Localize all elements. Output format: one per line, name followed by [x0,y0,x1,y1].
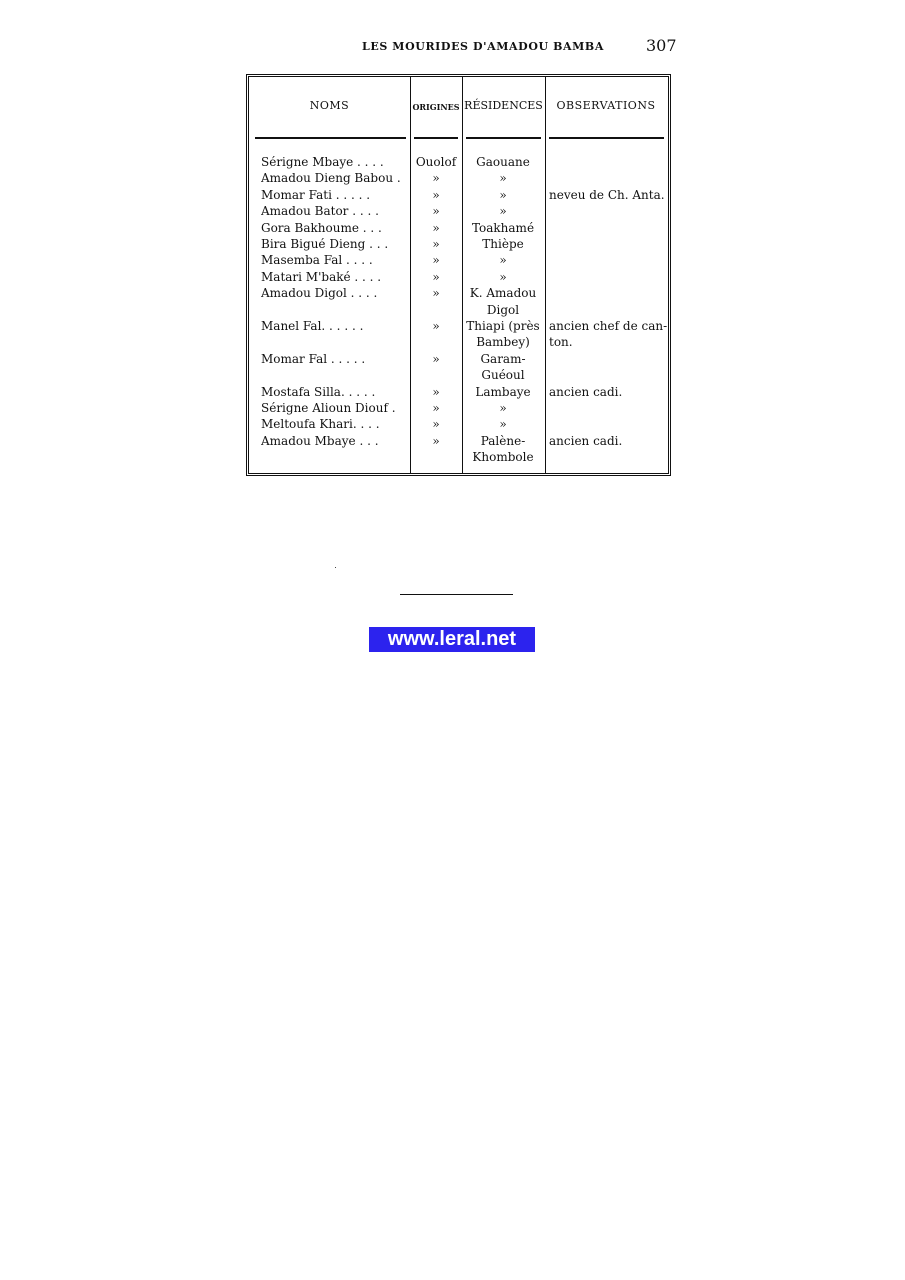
residence-cell: » [499,417,507,432]
table-row [249,220,667,236]
origin-cell: » [432,319,440,333]
residence-cell: Gaouane [476,155,530,169]
name-cell: Gora Bakhoume . . . [261,220,382,235]
residence-cell: Bambey) [476,335,530,350]
residence-cell: Toakhamé [471,220,535,235]
origin-cell: » [432,351,440,366]
observation-cell: ancien cadi. [549,384,623,399]
table-row [249,367,667,383]
table-row [249,187,667,203]
table-row [249,203,667,219]
residence-cell: Guéoul [481,368,525,383]
name-cell: Mostafa Silla. . . . . [261,384,376,399]
name-cell: Amadou Bator . . . . [261,204,379,219]
residence-cell: Thièpe [482,237,524,251]
name-cell: Momar Fal . . . . . [261,351,366,366]
residence-cell: » [499,401,507,415]
name-cell: Amadou Digol . . . . [261,286,378,301]
observation-cell: ancien chef de can- [549,319,668,333]
table-row [249,252,667,268]
page-number: 307 [646,36,677,55]
name-cell: Masemba Fal . . . . [261,253,373,268]
residence-cell: Garam- [480,351,526,366]
observation-cell: ton. [549,335,573,350]
residence-cell: Thiapi (près [466,319,540,333]
residence-cell: Khombole [472,450,534,465]
table-row [249,351,667,367]
table-row [249,170,667,186]
residence-cell: » [499,269,507,284]
table-row [249,154,667,170]
name-cell: Manel Fal. . . . . . [261,319,364,333]
origin-cell: » [432,401,440,415]
name-cell: Meltoufa Khari. . . . [261,417,380,432]
origin-cell: » [432,286,440,301]
header-noms: NOMS [309,99,350,112]
origin-cell: » [432,237,440,251]
name-cell: Sérigne Alioun Diouf . [261,401,396,415]
table-row [249,334,667,350]
header-rule [414,137,458,139]
origin-cell: » [432,171,440,186]
residence-cell: Digol [486,302,520,317]
table-row [249,449,667,465]
watermark-banner: www.leral.net [369,627,535,652]
separator-rule [400,594,513,595]
name-cell: Sérigne Mbaye . . . . [261,155,384,169]
residence-table [246,74,671,476]
header-observations: OBSERVATIONS [556,99,656,112]
name-cell: Bira Bigué Dieng . . . [261,237,389,251]
stray-dot [335,567,336,568]
origin-cell: » [432,253,440,268]
header-residences: RÉSIDENCES [464,99,543,112]
origin-cell: Ouolof [415,155,457,169]
table-row [249,236,667,252]
table-row [249,318,667,334]
residence-cell: » [499,253,507,268]
origin-cell: » [432,220,440,235]
table-row [249,302,667,318]
table-row [249,285,667,301]
origin-cell: » [432,204,440,219]
running-title: LES MOURIDES D'AMADOU BAMBA [362,40,604,53]
header-rule [466,137,541,139]
residence-cell: K. Amadou [469,286,537,301]
name-cell: Matari M'baké . . . . [261,269,382,284]
residence-cell: Palène- [480,433,526,448]
table-row [249,433,667,449]
header-origines: ORIGINES [412,102,460,112]
header-rule [549,137,664,139]
observation-cell: neveu de Ch. Anta. [549,187,665,202]
residence-cell: Lambaye [475,384,531,399]
table-row [249,384,667,400]
table-row [249,416,667,432]
origin-cell: » [432,187,440,202]
origin-cell: » [432,417,440,432]
origin-cell: » [432,269,440,284]
name-cell: Amadou Mbaye . . . [261,433,379,448]
table-row [249,269,667,285]
residence-cell: » [499,187,507,202]
residence-cell: » [499,171,507,186]
origin-cell: » [432,384,440,399]
name-cell: Momar Fati . . . . . [261,187,371,202]
header-rule [255,137,406,139]
observation-cell: ancien cadi. [549,433,623,448]
residence-cell: » [499,204,507,219]
name-cell: Amadou Dieng Babou . [261,171,401,186]
origin-cell: » [432,433,440,448]
table-row [249,400,667,416]
